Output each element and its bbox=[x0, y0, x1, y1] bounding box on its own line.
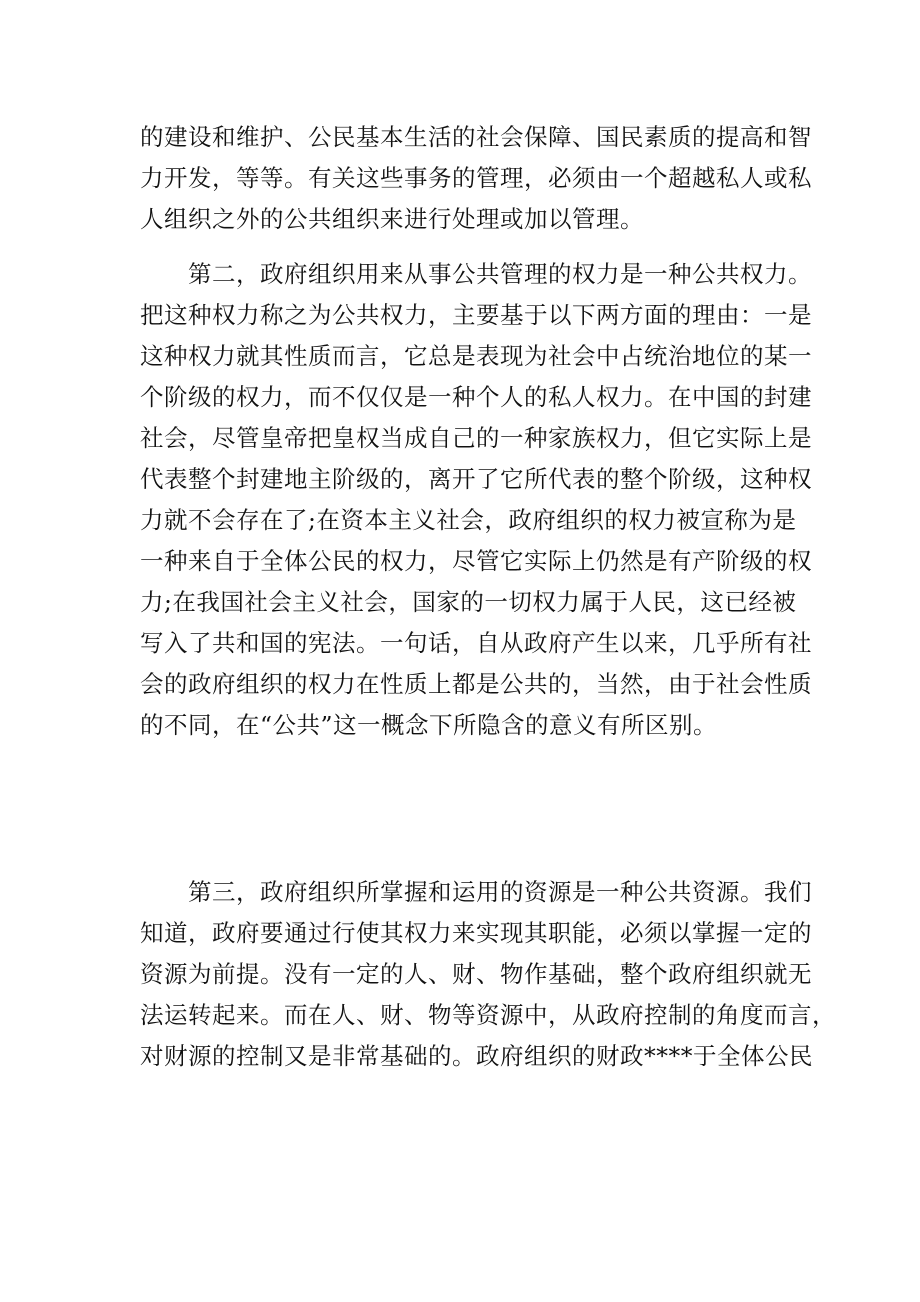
text-line: 社会，尽管皇帝把皇权当成自己的一种家族权力，但它实际上是 bbox=[140, 424, 812, 452]
text-line: 会的政府组织的权力在性质上都是公共的，当然，由于社会性质 bbox=[140, 670, 812, 698]
text-line: 知道，政府要通过行使其权力来实现其职能，必须以掌握一定的 bbox=[140, 919, 812, 947]
text-line: 一种来自于全体公民的权力，尽管它实际上仍然是有产阶级的权 bbox=[140, 547, 812, 575]
text-line: 对财源的控制又是非常基础的。政府组织的财政****于全体公民 bbox=[140, 1042, 813, 1070]
text-line: 这种权力就其性质而言，它总是表现为社会中占统治地位的某一 bbox=[140, 342, 812, 370]
text-line: 把这种权力称之为公共权力，主要基于以下两方面的理由：一是 bbox=[140, 301, 812, 329]
text-line: 的不同，在“公共”这一概念下所隐含的意义有所区别。 bbox=[140, 711, 718, 739]
text-line: 力;在我国社会主义社会，国家的一切权力属于人民，这已经被 bbox=[140, 588, 797, 616]
text-line: 写入了共和国的宪法。一句话，自从政府产生以来，几乎所有社 bbox=[140, 629, 812, 657]
text-line: 的建设和维护、公民基本生活的社会保障、国民素质的提高和智 bbox=[140, 123, 812, 151]
paragraph-public-affairs bbox=[140, 117, 812, 240]
text-line: 个阶级的权力，而不仅仅是一种个人的私人权力。在中国的封建 bbox=[140, 383, 812, 411]
text-line: 力就不会存在了;在资本主义社会，政府组织的权力被宣称为是 bbox=[140, 506, 797, 534]
text-line: 法运转起来。而在人、财、物等资源中，从政府控制的角度而言， bbox=[140, 1001, 836, 1029]
text-line: 第三，政府组织所掌握和运用的资源是一种公共资源。我们 bbox=[140, 878, 812, 906]
text-line: 人组织之外的公共组织来进行处理或加以管理。 bbox=[140, 205, 644, 233]
text-line: 第二，政府组织用来从事公共管理的权力是一种公共权力。 bbox=[140, 260, 812, 288]
text-line: 代表整个封建地主阶级的，离开了它所代表的整个阶级，这种权 bbox=[140, 465, 812, 493]
paragraph-public-resources bbox=[140, 872, 836, 1077]
paragraph-public-power bbox=[140, 254, 812, 746]
text-line: 资源为前提。没有一定的人、财、物作基础，整个政府组织就无 bbox=[140, 960, 812, 988]
text-line: 力开发，等等。有关这些事务的管理，必须由一个超越私人或私 bbox=[140, 164, 812, 192]
